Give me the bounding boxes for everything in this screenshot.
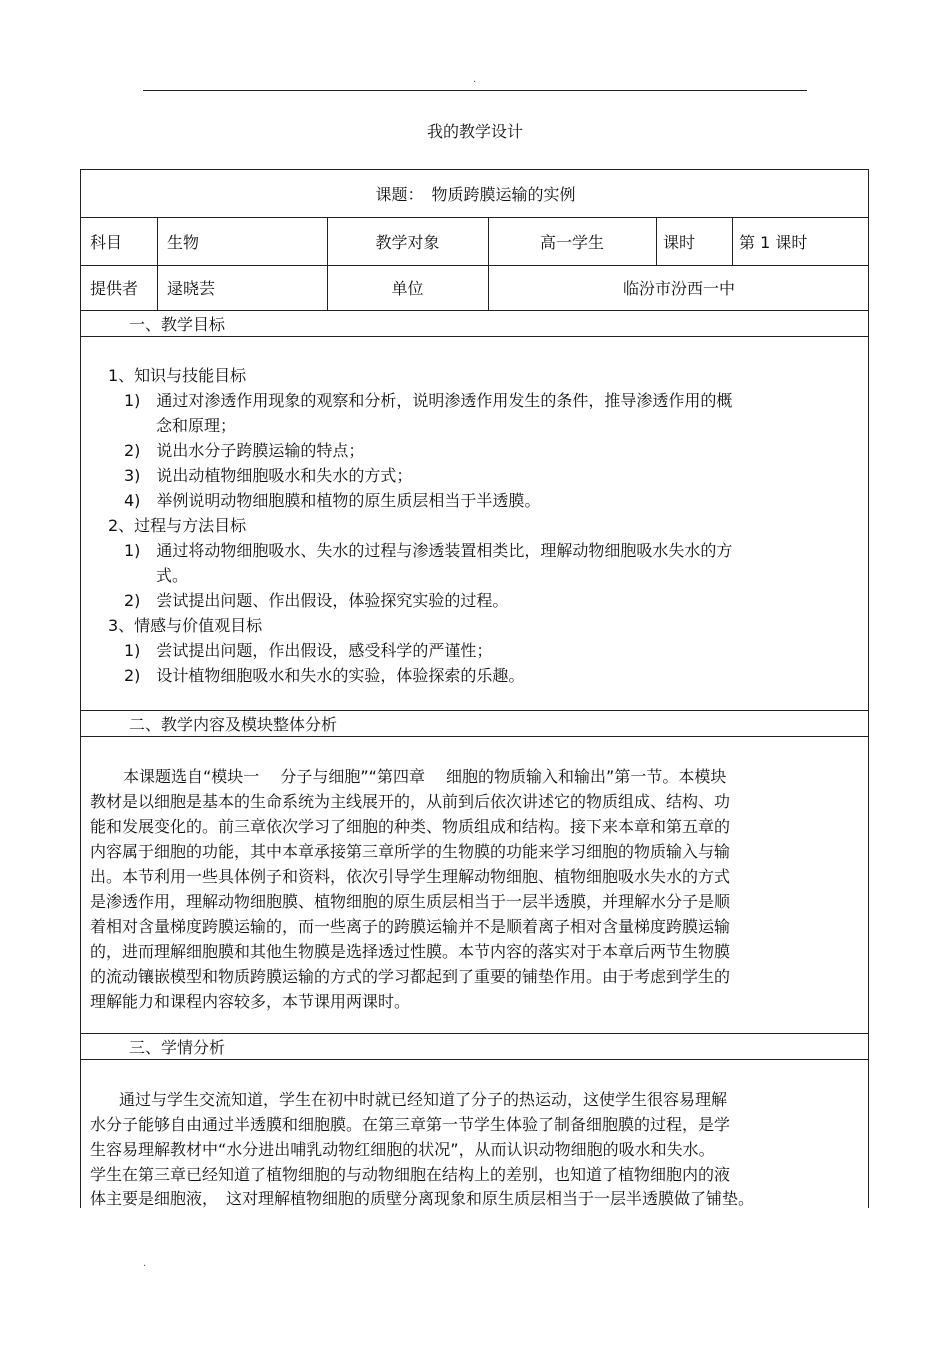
learner-line: 学生在第三章已经知道了植物细胞的与动物细胞在结构上的差别，也知道了植物细胞内的液 [90, 1165, 731, 1184]
objectives-line: 1) 通过对渗透作用现象的观察和分析，说明渗透作用发生的条件，推导渗透作用的概 [124, 391, 733, 410]
learner-line: 体主要是细胞液， 这对理解植物细胞的质壁分离现象和原生质层相当于一层半透膜做了铺垫。 [90, 1189, 755, 1208]
audience-label: 教学对象 [375, 232, 440, 252]
row-divider [81, 1059, 868, 1060]
objectives-line: 1) 尝试提出问题，作出假设，感受科学的严谨性； [124, 641, 493, 660]
learner-line: 生容易理解教材中“水分进出哺乳动物红细胞的状况”，从而认识动物细胞的吸水和失水。 [90, 1140, 715, 1159]
col-divider [732, 217, 733, 265]
row-divider [81, 710, 868, 711]
col-divider [656, 217, 657, 265]
objectives-line: 4) 举例说明动物细胞膜和植物的原生质层相当于半透膜。 [124, 491, 541, 510]
objectives-line: 式。 [156, 566, 189, 585]
col-divider [157, 217, 158, 310]
content-line: 本课题选自“模块一 分子与细胞”“第四章 细胞的物质输入和输出”第一节。本模块 [123, 767, 727, 786]
period-value: 第 1 课时 [739, 232, 808, 252]
header-rule [143, 90, 807, 91]
topic-text: 课题： 物质跨膜运输的实例 [375, 185, 576, 204]
content-line: 着相对含量梯度跨膜运输的，而一些离子的跨膜运输并不是顺着离子相对含量梯度跨膜运输 [90, 917, 731, 936]
unit-label-cell [327, 265, 488, 310]
content-line: 内容属于细胞的功能，其中本章承接第三章所学的生物膜的功能来学习细胞的物质输入与输 [90, 842, 731, 861]
content-line: 的，进而理解细胞膜和其他生物膜是选择透过性膜。本节内容的落实对于本章后两节生物膜 [90, 942, 731, 961]
objectives-line: 1) 通过将动物细胞吸水、失水的过程与渗透装置相类比，理解动物细胞吸水失水的方 [124, 541, 733, 560]
bottom-dot: . [143, 1258, 147, 1269]
unit-value-cell [488, 265, 870, 310]
content-line: 能和发展变化的。前三章依次学习了细胞的种类、物质组成和结构。接下来本章和第五章的 [90, 817, 731, 836]
objectives-line: 2) 说出水分子跨膜运输的特点； [124, 441, 365, 460]
learner-analysis-heading: 三、学情分析 [129, 1038, 226, 1057]
subject-label-cell [90, 217, 122, 265]
provider-value-cell [167, 265, 215, 310]
audience-label-cell [327, 217, 488, 265]
period-label-cell [663, 217, 695, 265]
objectives-heading: 一、教学目标 [129, 315, 226, 334]
row-divider [81, 336, 868, 337]
top-dot: . [473, 74, 477, 85]
subject-value-cell [167, 217, 199, 265]
subject-label: 科目 [90, 232, 123, 252]
topic-cell [81, 170, 870, 217]
content-line: 理解能力和课程内容较多，本节课用两课时。 [90, 992, 411, 1011]
content-line: 教材是以细胞是基本的生命系统为主线展开的，从前到后依次讲述它的物质组成、结构、功 [90, 792, 731, 811]
learner-line: 水分子能够自由通过半透膜和细胞膜。在第三章第一节学生体验了制备细胞膜的过程，是学 [90, 1115, 731, 1134]
objectives-line: 3、情感与价值观目标 [108, 616, 263, 635]
objectives-line: 2) 设计植物细胞吸水和失水的实验，体验探索的乐趣。 [124, 666, 525, 685]
row-divider [81, 1033, 868, 1034]
provider-value: 逯晓芸 [167, 279, 216, 298]
row-divider [81, 736, 868, 737]
content-line: 的流动镶嵌模型和物质跨膜运输的方式的学习都起到了重要的铺垫作用。由于考虑到学生的 [90, 967, 731, 986]
objectives-line: 念和原理； [156, 416, 237, 435]
objectives-line: 3) 说出动植物细胞吸水和失水的方式； [124, 466, 413, 485]
unit-label: 单位 [391, 279, 424, 298]
objectives-line: 1、知识与技能目标 [108, 366, 247, 385]
objectives-line: 2、过程与方法目标 [108, 516, 247, 535]
document-title: 我的教学设计 [426, 122, 523, 141]
period-label: 课时 [663, 232, 696, 252]
audience-value-cell [488, 217, 656, 265]
lesson-plan-table [80, 169, 869, 1208]
audience-value: 高一学生 [539, 232, 604, 252]
content-line: 是渗透作用，理解动物细胞膜、植物细胞的原生质层相当于一层半透膜，并理解水分子是顺 [90, 892, 731, 911]
subject-value: 生物 [167, 232, 200, 252]
content-line: 出。本节利用一些具体例子和资料，依次引导学生理解动物细胞、植物细胞吸水失水的方式 [90, 867, 731, 886]
objectives-line: 2) 尝试提出问题、作出假设，体验探究实验的过程。 [124, 591, 509, 610]
provider-label-cell [90, 265, 138, 310]
learner-line: 通过与学生交流知道，学生在初中时就已经知道了分子的热运动，这使学生很容易理解 [119, 1090, 728, 1109]
unit-value: 临汾市汾西一中 [622, 279, 735, 298]
row-divider [81, 310, 868, 311]
provider-label: 提供者 [90, 279, 139, 298]
content-analysis-heading: 二、教学内容及模块整体分析 [129, 715, 338, 734]
period-value-cell [739, 217, 807, 265]
